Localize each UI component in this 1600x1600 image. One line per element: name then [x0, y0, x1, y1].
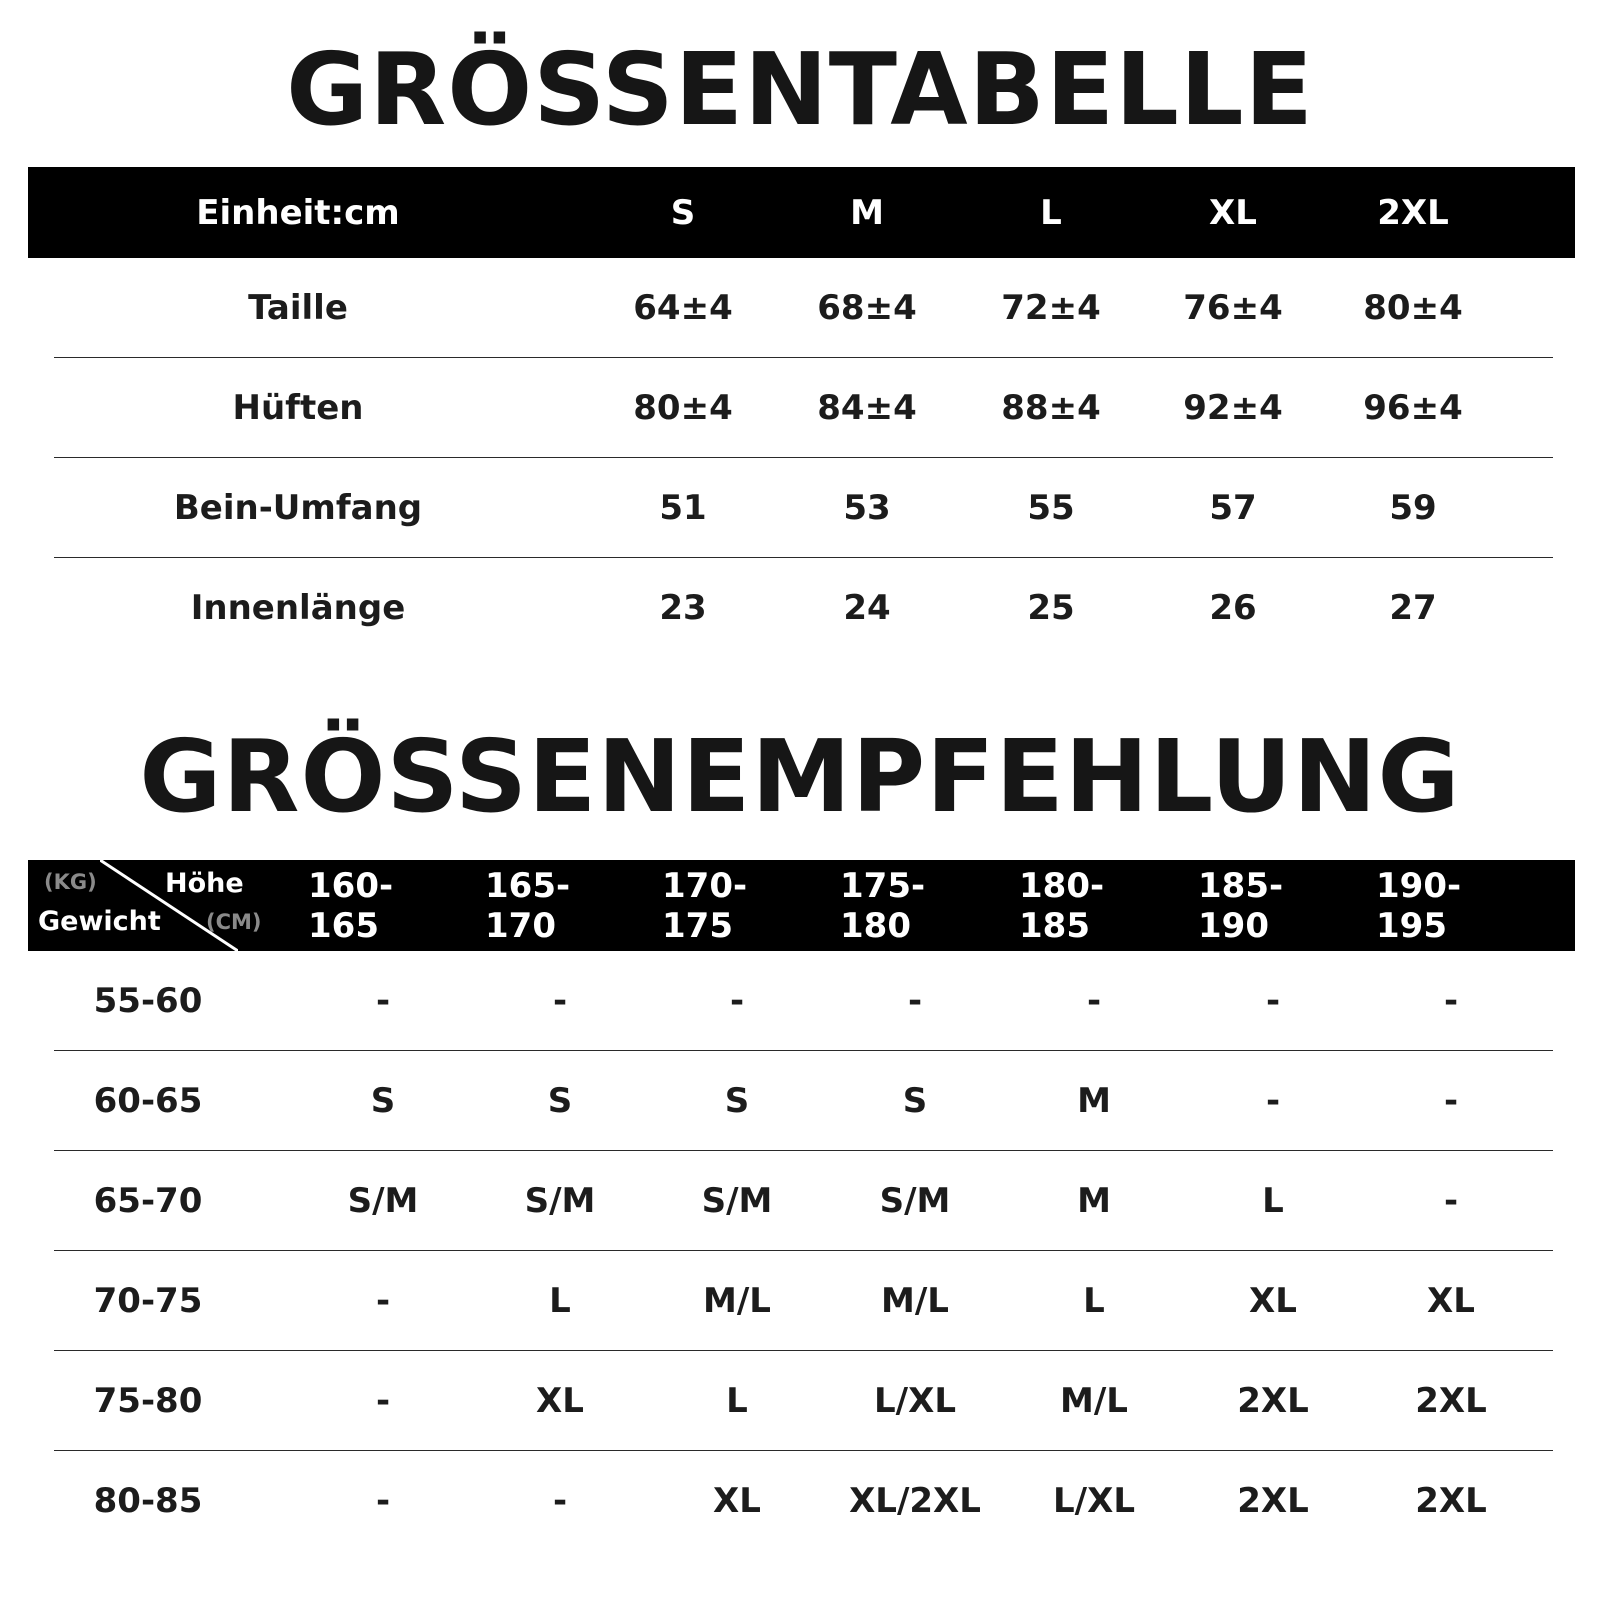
recommended-size-cell: 2XL	[1415, 1481, 1487, 1521]
weight-label: 60-65	[93, 1081, 203, 1121]
size-value-cell: 92±4	[1183, 388, 1283, 428]
recommended-size-cell: M/L	[703, 1281, 771, 1321]
recommended-size-cell: L/XL	[874, 1381, 956, 1421]
recommended-size-cell: -	[1086, 981, 1102, 1021]
recommended-size-cell: -	[552, 981, 568, 1021]
size-value-cell: 23	[659, 588, 707, 628]
row-label: Taille	[248, 288, 348, 328]
recommended-size-cell: L	[549, 1281, 571, 1321]
recommended-size-cell: -	[375, 1281, 391, 1321]
recommended-size-cell: S/M	[879, 1181, 951, 1221]
size-value-cell: 27	[1389, 588, 1437, 628]
size-value-cell: 51	[659, 488, 707, 528]
size-value-cell: 84±4	[817, 388, 917, 428]
recommended-size-cell: L	[726, 1381, 748, 1421]
recommendation-table	[28, 860, 1575, 1551]
size-value-cell: 64±4	[633, 288, 733, 328]
recommended-size-cell: L	[1262, 1181, 1284, 1221]
recommendation-header	[28, 860, 1575, 951]
recommended-size-cell: -	[375, 1381, 391, 1421]
recommended-size-cell: L/XL	[1053, 1481, 1135, 1521]
size-chart-row	[28, 458, 1575, 558]
row-label: Hüften	[232, 388, 364, 428]
recommended-size-cell: -	[1265, 1081, 1281, 1121]
recommendation-row	[28, 1351, 1575, 1451]
corner-cm-label: (CM)	[206, 910, 262, 934]
recommended-size-cell: XL	[713, 1481, 761, 1521]
size-value-cell: 57	[1209, 488, 1257, 528]
recommended-size-cell: XL/2XL	[849, 1481, 981, 1521]
recommended-size-cell: -	[1443, 1181, 1459, 1221]
recommended-size-cell: -	[552, 1481, 568, 1521]
recommended-size-cell: -	[1265, 981, 1281, 1021]
recommendation-body	[28, 951, 1575, 1551]
recommended-size-cell: M/L	[1060, 1381, 1128, 1421]
size-value-cell: 76±4	[1183, 288, 1283, 328]
weight-label: 75-80	[93, 1381, 203, 1421]
size-value-cell: 80±4	[633, 388, 733, 428]
height-header-170-175: 170-175	[662, 865, 748, 946]
recommended-size-cell: XL	[1249, 1281, 1297, 1321]
size-value-cell: 96±4	[1363, 388, 1463, 428]
weight-label: 80-85	[93, 1481, 203, 1521]
recommended-size-cell: S/M	[524, 1181, 596, 1221]
recommended-size-cell: M	[1077, 1081, 1111, 1121]
height-header-160-165: 160-165	[308, 865, 394, 946]
row-label: Innenlänge	[190, 588, 406, 628]
size-header-m: M	[850, 192, 884, 233]
size-value-cell: 59	[1389, 488, 1437, 528]
corner-gewicht-label: Gewicht	[38, 906, 161, 937]
recommendation-title: GRÖSSENEMPFEHLUNG	[139, 718, 1461, 835]
recommended-size-cell: S	[370, 1081, 396, 1121]
size-value-cell: 80±4	[1363, 288, 1463, 328]
size-chart-header	[28, 167, 1575, 258]
size-value-cell: 25	[1027, 588, 1075, 628]
recommended-size-cell: -	[1443, 981, 1459, 1021]
recommended-size-cell: S	[724, 1081, 750, 1121]
weight-label: 65-70	[93, 1181, 203, 1221]
recommended-size-cell: -	[907, 981, 923, 1021]
recommended-size-cell: 2XL	[1237, 1381, 1309, 1421]
recommended-size-cell: S/M	[347, 1181, 419, 1221]
size-header-s: S	[670, 192, 696, 233]
size-chart-title: GRÖSSENTABELLE	[286, 31, 1314, 148]
recommended-size-cell: 2XL	[1237, 1481, 1309, 1521]
recommendation-row	[28, 1251, 1575, 1351]
recommended-size-cell: 2XL	[1415, 1381, 1487, 1421]
size-header-2xl: 2XL	[1377, 192, 1449, 233]
size-header-xl: XL	[1209, 192, 1257, 233]
recommended-size-cell: S/M	[701, 1181, 773, 1221]
height-header-175-180: 175-180	[840, 865, 926, 946]
recommended-size-cell: S	[547, 1081, 573, 1121]
recommended-size-cell: -	[375, 981, 391, 1021]
recommended-size-cell: L	[1083, 1281, 1105, 1321]
corner-hoehe-label: Höhe	[165, 868, 244, 899]
size-value-cell: 72±4	[1001, 288, 1101, 328]
recommendation-row	[28, 1051, 1575, 1151]
size-value-cell: 53	[843, 488, 891, 528]
size-chart-body	[28, 258, 1575, 658]
recommended-size-cell: XL	[536, 1381, 584, 1421]
recommended-size-cell: S	[902, 1081, 928, 1121]
height-header-180-185: 180-185	[1019, 865, 1105, 946]
corner-header	[28, 860, 298, 951]
recommended-size-cell: M	[1077, 1181, 1111, 1221]
recommended-size-cell: XL	[1427, 1281, 1475, 1321]
recommendation-row	[28, 1451, 1575, 1551]
recommendation-row	[28, 951, 1575, 1051]
weight-label: 70-75	[93, 1281, 203, 1321]
size-value-cell: 55	[1027, 488, 1075, 528]
size-value-cell: 24	[843, 588, 891, 628]
weight-label: 55-60	[93, 981, 203, 1021]
size-chart-row	[28, 258, 1575, 358]
corner-kg-label: (KG)	[44, 870, 97, 894]
height-header-185-190: 185-190	[1198, 865, 1284, 946]
recommended-size-cell: M/L	[881, 1281, 949, 1321]
recommendation-row	[28, 1151, 1575, 1251]
height-header-190-195: 190-195	[1376, 865, 1462, 946]
size-value-cell: 88±4	[1001, 388, 1101, 428]
height-header-165-170: 165-170	[485, 865, 571, 946]
size-header-l: L	[1040, 192, 1062, 233]
recommended-size-cell: -	[1443, 1081, 1459, 1121]
recommended-size-cell: -	[375, 1481, 391, 1521]
size-value-cell: 26	[1209, 588, 1257, 628]
size-chart-table	[28, 167, 1575, 658]
size-value-cell: 68±4	[817, 288, 917, 328]
recommended-size-cell: -	[729, 981, 745, 1021]
unit-label: Einheit:cm	[196, 192, 400, 233]
size-chart-row	[28, 358, 1575, 458]
row-label: Bein-Umfang	[173, 488, 423, 528]
size-chart-row	[28, 558, 1575, 658]
